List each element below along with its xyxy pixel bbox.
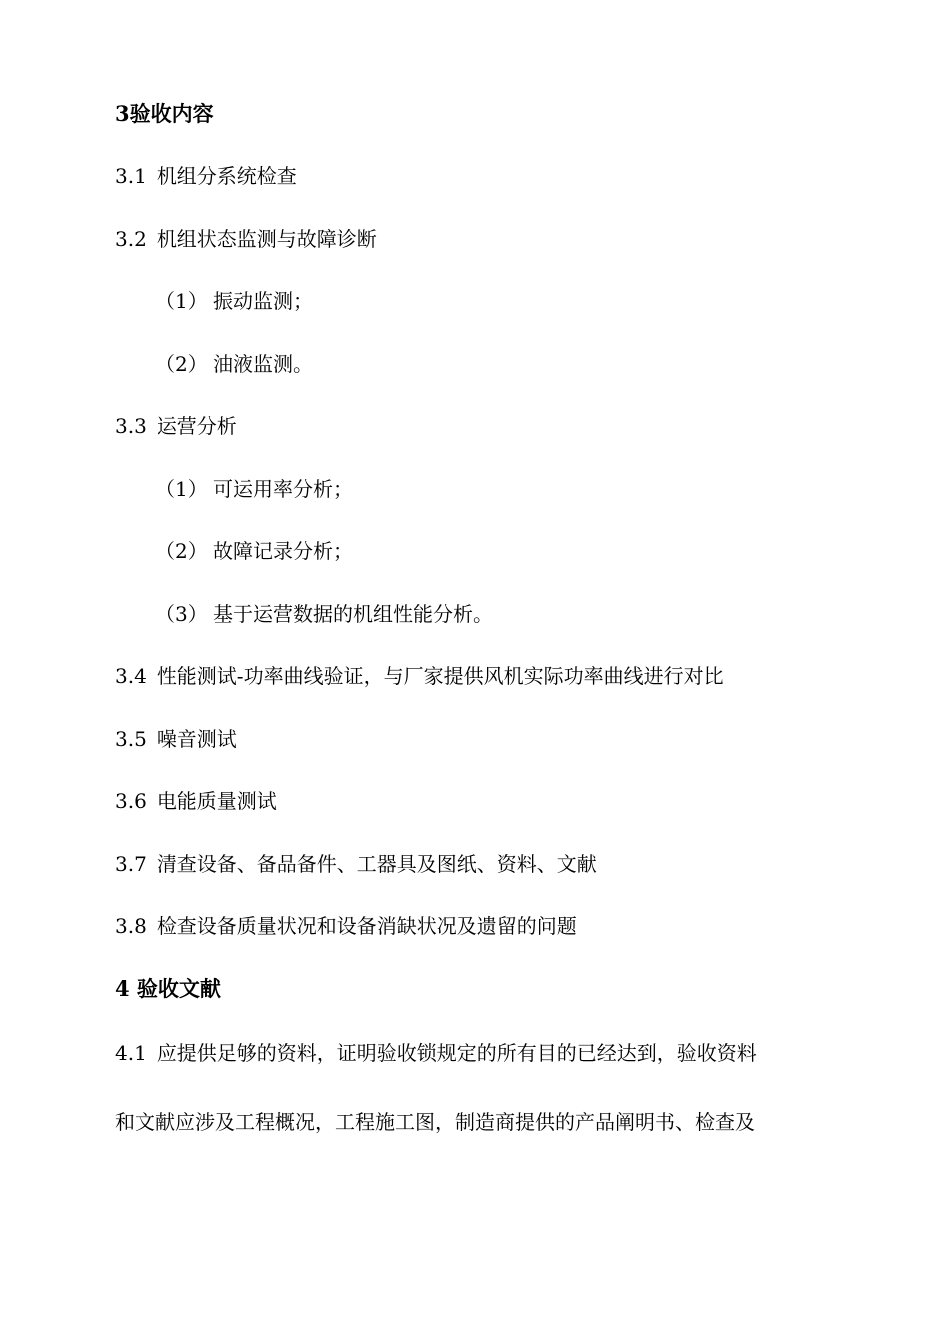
paragraph-text: 和文献应涉及工程概况，工程施工图，制造商提供的产品阐明书、检查及 <box>115 1110 755 1134</box>
subitem-3-2-1 <box>155 287 950 315</box>
paragraph-text: 应提供足够的资料，证明验收锁规定的所有目的已经达到，验收资料 <box>156 1041 757 1065</box>
item-text: 机组分系统检查 <box>156 164 297 188</box>
subitem-text: 基于运营数据的机组性能分析。 <box>213 602 493 626</box>
item-number: 3.7 <box>115 852 147 876</box>
item-text: 噪音测试 <box>156 727 237 751</box>
item-number: 3.1 <box>115 164 147 188</box>
item-text: 机组状态监测与故障诊断 <box>156 227 377 251</box>
subitem-3-3-2 <box>155 537 950 565</box>
item-number: 3.2 <box>115 227 147 251</box>
paragraph-4-1-line-2 <box>115 1108 950 1136</box>
subitem-text: 可运用率分析； <box>213 477 353 501</box>
subitem-3-2-2 <box>155 350 950 378</box>
item-3-6 <box>115 787 950 815</box>
subitem-3-3-1 <box>155 475 950 503</box>
section-4-title: 4 验收文献 <box>115 976 221 1001</box>
item-number: 3.6 <box>115 789 147 813</box>
item-3-1 <box>115 162 950 190</box>
item-text: 清查设备、备品备件、工器具及图纸、资料、文献 <box>156 852 597 876</box>
item-3-5 <box>115 725 950 753</box>
item-text: 检查设备质量状况和设备消缺状况及遗留的问题 <box>156 914 577 938</box>
item-number: 4.1 <box>115 1041 147 1065</box>
item-3-3 <box>115 412 950 440</box>
subitem-number: （1） <box>155 477 208 501</box>
item-3-7 <box>115 850 950 878</box>
subitem-number: （3） <box>155 602 208 626</box>
item-number: 3.4 <box>115 664 147 688</box>
item-number: 3.8 <box>115 914 147 938</box>
item-number: 3.5 <box>115 727 147 751</box>
subitem-number: （1） <box>155 289 208 313</box>
item-number: 3.3 <box>115 414 147 438</box>
subitem-number: （2） <box>155 352 208 376</box>
section-4-heading <box>115 975 950 1003</box>
subitem-text: 油液监测。 <box>213 352 313 376</box>
section-3-heading <box>115 100 950 128</box>
item-3-8 <box>115 912 950 940</box>
item-text: 运营分析 <box>156 414 237 438</box>
subitem-text: 故障记录分析； <box>213 539 353 563</box>
section-3-title: 3验收内容 <box>115 101 214 126</box>
item-text: 性能测试-功率曲线验证，与厂家提供风机实际功率曲线进行对比 <box>156 664 724 688</box>
subitem-text: 振动监测； <box>213 289 313 313</box>
item-3-2 <box>115 225 950 253</box>
subitem-3-3-3 <box>155 600 950 628</box>
paragraph-4-1-line-1 <box>115 1039 950 1067</box>
item-3-4 <box>115 662 950 690</box>
item-text: 电能质量测试 <box>156 789 277 813</box>
subitem-number: （2） <box>155 539 208 563</box>
